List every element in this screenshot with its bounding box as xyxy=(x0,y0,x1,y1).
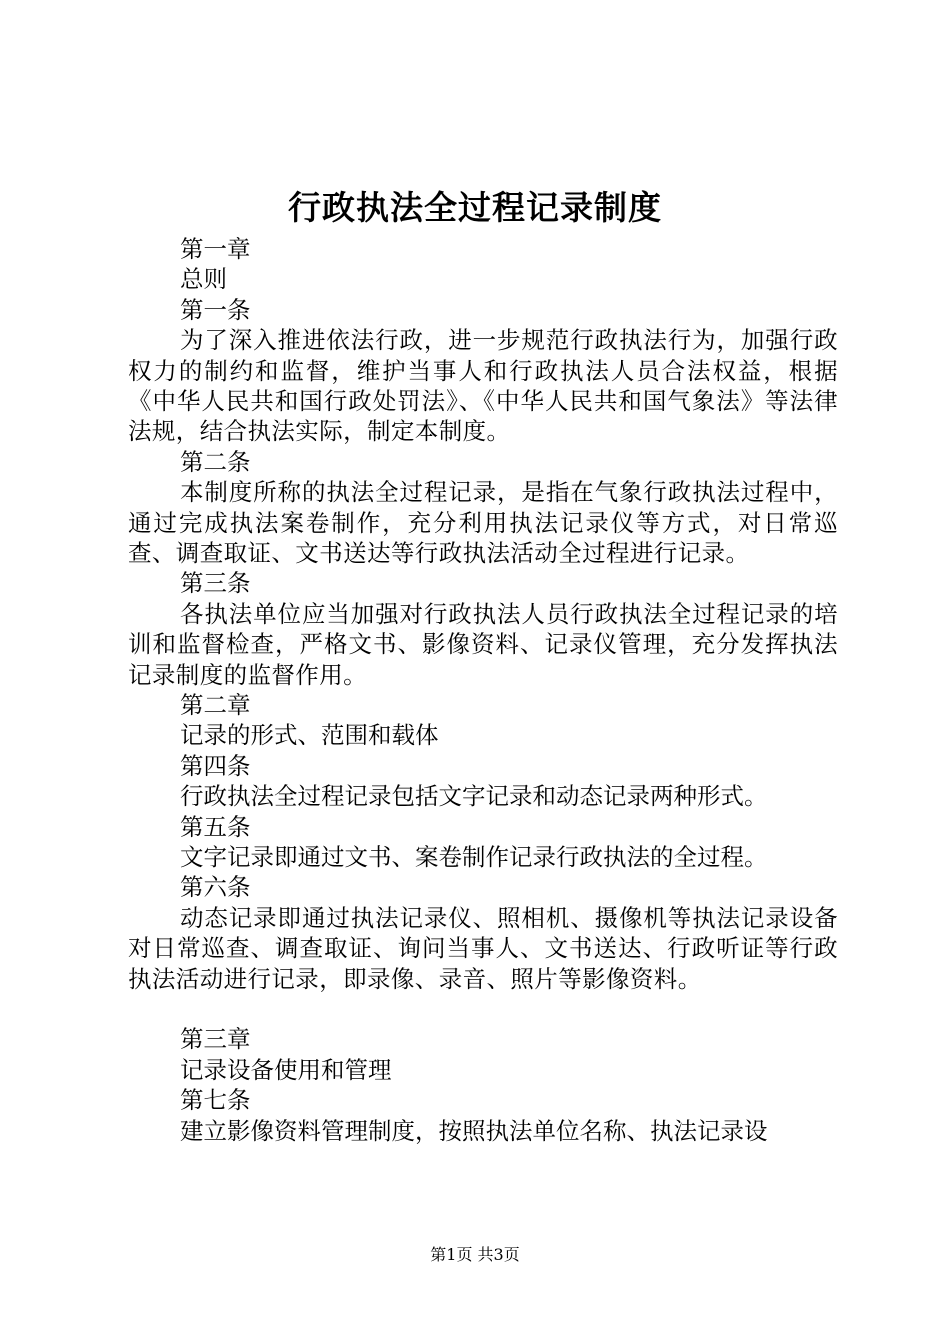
article-2-text: 本制度所称的执法全过程记录，是指在气象行政执法过程中，通过完成执法案卷制作，充分利用执法记录仪等方式，对日常巡查、调查取证、文书送达等行政执法活动全过程进行记录。 xyxy=(128,478,838,567)
article-6-heading: 第六条 xyxy=(180,873,251,902)
article-7-heading: 第七条 xyxy=(180,1086,251,1115)
article-4-text: 行政执法全过程记录包括文字记录和动态记录两种形式。 xyxy=(180,782,768,811)
chapter-3-heading: 第三章 xyxy=(180,1025,251,1054)
chapter-3-title: 记录设备使用和管理 xyxy=(180,1055,392,1084)
document-body xyxy=(128,234,838,1146)
chapter-1-heading: 第一章 xyxy=(180,235,251,263)
chapter-1-title: 总则 xyxy=(180,265,227,294)
article-1-text: 为了深入推进依法行政，进一步规范行政执法行为，加强行政权力的制约和监督，维护当事人和行政执法人员合法权益，根据《中华人民共和国行政处罚法》、《中华人民共和国气象法》等法律法规，结合执法实际，制定本制度。 xyxy=(128,326,838,446)
article-3-heading: 第三条 xyxy=(180,569,251,598)
article-4-heading: 第四条 xyxy=(180,751,251,780)
document-title: 行政执法全过程记录制度 xyxy=(288,188,662,227)
article-1-heading: 第一条 xyxy=(180,295,251,324)
article-5-text: 文字记录即通过文书、案卷制作记录行政执法的全过程。 xyxy=(180,842,768,871)
chapter-2-heading: 第二章 xyxy=(180,691,251,720)
chapter-2-title: 记录的形式、范围和载体 xyxy=(180,721,439,750)
article-7-text: 建立影像资料管理制度，按照执法单位名称、执法记录设 xyxy=(180,1116,768,1145)
article-5-heading: 第五条 xyxy=(180,812,251,841)
article-6-text: 动态记录即通过执法记录仪、照相机、摄像机等执法记录设备对日常巡查、调查取证、询问当事人、文书送达、行政听证等行政执法活动进行记录，即录像、录音、照片等影像资料。 xyxy=(128,903,838,993)
blank-line xyxy=(128,994,838,1024)
article-3-text: 各执法单位应当加强对行政执法人员行政执法全过程记录的培训和监督检查，严格文书、影像资料、记录仪管理，充分发挥执法记录制度的监督作用。 xyxy=(128,599,838,689)
page-footer: 第1页 共3页 xyxy=(430,1245,520,1264)
article-2-heading: 第二条 xyxy=(180,447,251,476)
